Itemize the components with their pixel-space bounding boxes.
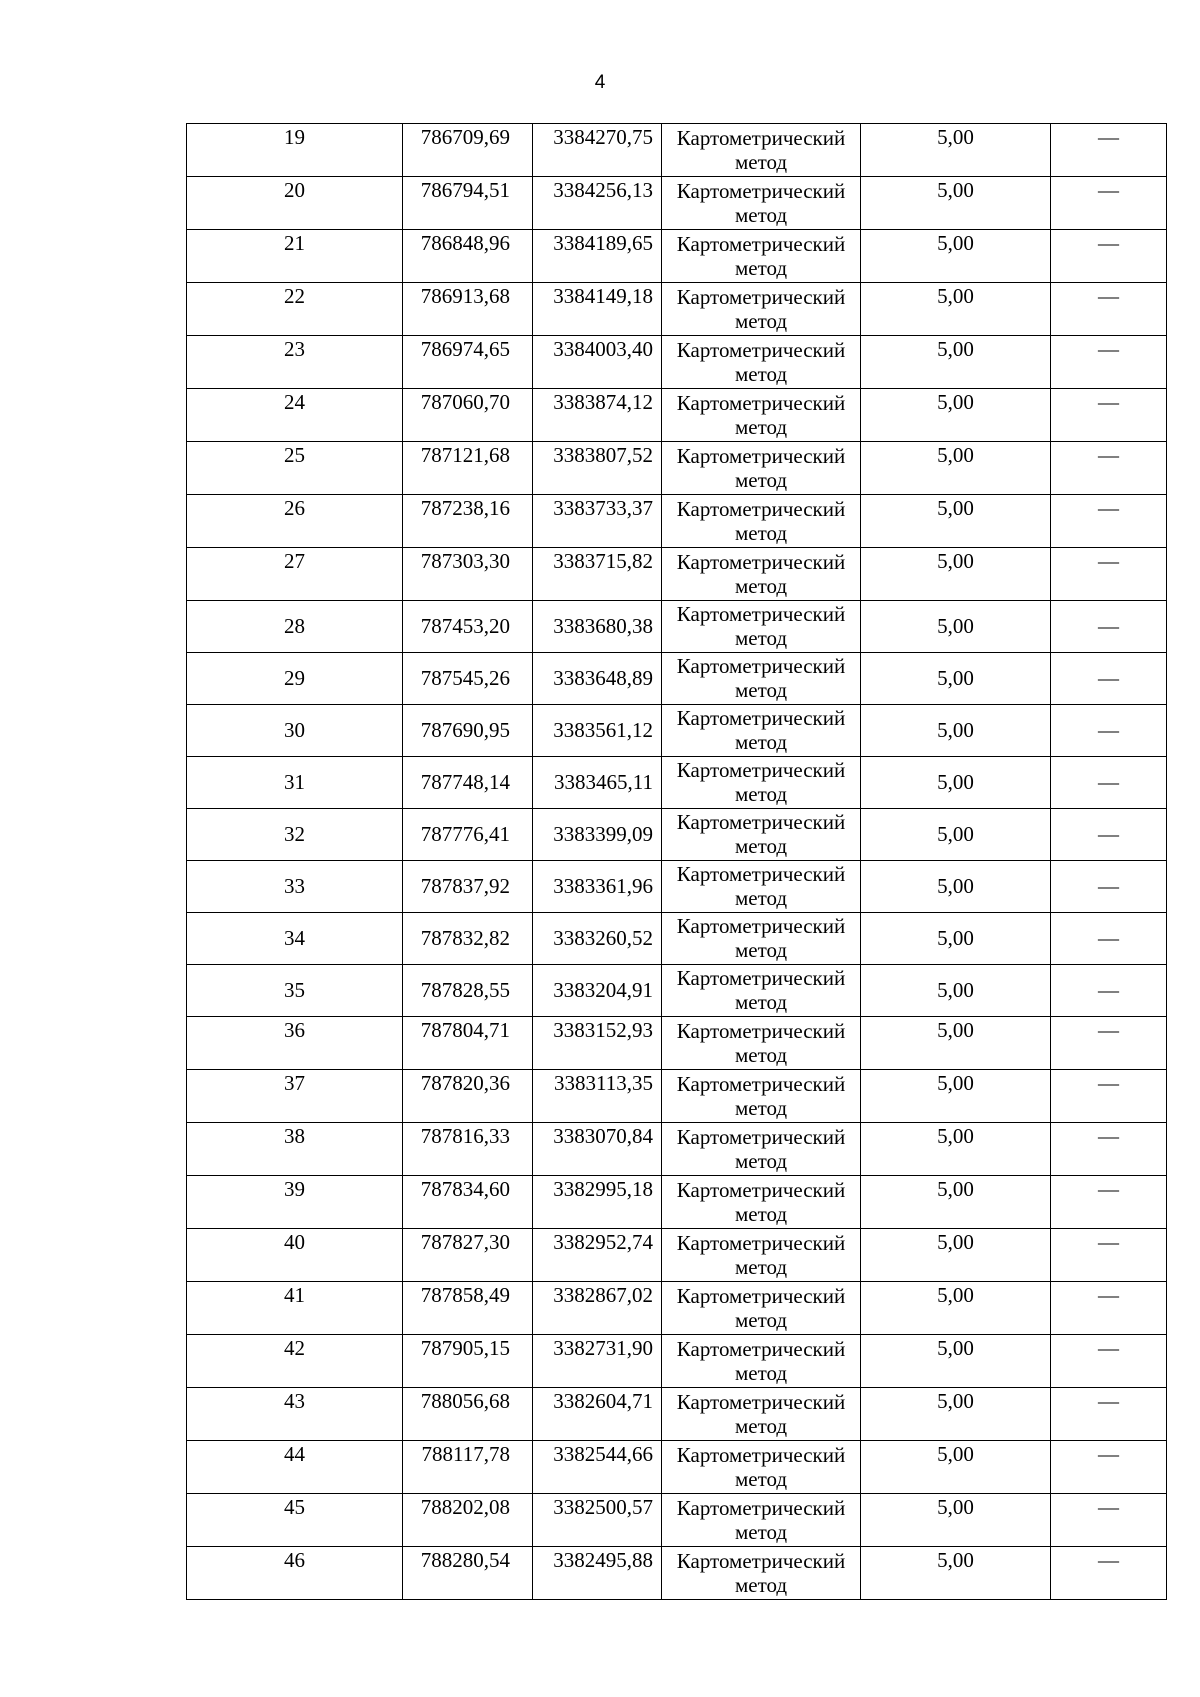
page-number: 4	[594, 72, 606, 93]
table-row	[187, 336, 1167, 389]
precision-cell: 5,00	[861, 548, 1051, 601]
note-cell: —	[1051, 601, 1167, 653]
note-cell: —	[1051, 283, 1167, 336]
y-coordinate-cell: 3384003,40	[533, 336, 662, 389]
precision-cell: 5,00	[861, 1123, 1051, 1176]
x-coordinate-cell: 787238,16	[403, 495, 533, 548]
x-coordinate-cell: 787837,92	[403, 861, 533, 913]
method-cell: Картометрический метод	[662, 601, 861, 653]
table-row	[187, 1335, 1167, 1388]
precision-cell: 5,00	[861, 757, 1051, 809]
note-cell: —	[1051, 1229, 1167, 1282]
table-row	[187, 442, 1167, 495]
table-row	[187, 389, 1167, 442]
x-coordinate-cell: 787453,20	[403, 601, 533, 653]
point-number-cell: 45	[187, 1494, 403, 1547]
point-number-cell: 40	[187, 1229, 403, 1282]
coordinates-table-body	[187, 124, 1167, 1600]
note-cell: —	[1051, 230, 1167, 283]
method-cell: Картометрический метод	[662, 177, 861, 230]
x-coordinate-cell: 787121,68	[403, 442, 533, 495]
method-cell: Картометрический метод	[662, 1441, 861, 1494]
note-cell: —	[1051, 1176, 1167, 1229]
point-number-cell: 24	[187, 389, 403, 442]
y-coordinate-cell: 3383113,35	[533, 1070, 662, 1123]
note-cell: —	[1051, 1335, 1167, 1388]
note-cell: —	[1051, 177, 1167, 230]
y-coordinate-cell: 3383399,09	[533, 809, 662, 861]
point-number-cell: 19	[187, 124, 403, 177]
point-number-cell: 30	[187, 705, 403, 757]
note-cell: —	[1051, 1282, 1167, 1335]
point-number-cell: 37	[187, 1070, 403, 1123]
precision-cell: 5,00	[861, 283, 1051, 336]
x-coordinate-cell: 786974,65	[403, 336, 533, 389]
precision-cell: 5,00	[861, 601, 1051, 653]
y-coordinate-cell: 3383465,11	[533, 757, 662, 809]
y-coordinate-cell: 3382495,88	[533, 1547, 662, 1600]
method-cell: Картометрический метод	[662, 809, 861, 861]
table-row	[187, 1017, 1167, 1070]
x-coordinate-cell: 786913,68	[403, 283, 533, 336]
note-cell: —	[1051, 442, 1167, 495]
point-number-cell: 23	[187, 336, 403, 389]
table-row	[187, 1441, 1167, 1494]
table-row	[187, 283, 1167, 336]
y-coordinate-cell: 3383648,89	[533, 653, 662, 705]
precision-cell: 5,00	[861, 809, 1051, 861]
precision-cell: 5,00	[861, 653, 1051, 705]
table-row	[187, 1547, 1167, 1600]
note-cell: —	[1051, 705, 1167, 757]
precision-cell: 5,00	[861, 1017, 1051, 1070]
table-row	[187, 601, 1167, 653]
point-number-cell: 46	[187, 1547, 403, 1600]
table-row	[187, 177, 1167, 230]
y-coordinate-cell: 3382604,71	[533, 1388, 662, 1441]
x-coordinate-cell: 787816,33	[403, 1123, 533, 1176]
precision-cell: 5,00	[861, 336, 1051, 389]
x-coordinate-cell: 787545,26	[403, 653, 533, 705]
table-row	[187, 1176, 1167, 1229]
table-row	[187, 1494, 1167, 1547]
y-coordinate-cell: 3382544,66	[533, 1441, 662, 1494]
y-coordinate-cell: 3382867,02	[533, 1282, 662, 1335]
y-coordinate-cell: 3383680,38	[533, 601, 662, 653]
x-coordinate-cell: 787748,14	[403, 757, 533, 809]
table-row	[187, 653, 1167, 705]
note-cell: —	[1051, 1547, 1167, 1600]
method-cell: Картометрический метод	[662, 442, 861, 495]
method-cell: Картометрический метод	[662, 1282, 861, 1335]
point-number-cell: 34	[187, 913, 403, 965]
x-coordinate-cell: 786848,96	[403, 230, 533, 283]
point-number-cell: 21	[187, 230, 403, 283]
method-cell: Картометрический метод	[662, 965, 861, 1017]
table-row	[187, 1229, 1167, 1282]
y-coordinate-cell: 3383152,93	[533, 1017, 662, 1070]
note-cell: —	[1051, 1123, 1167, 1176]
precision-cell: 5,00	[861, 124, 1051, 177]
point-number-cell: 22	[187, 283, 403, 336]
precision-cell: 5,00	[861, 1547, 1051, 1600]
precision-cell: 5,00	[861, 861, 1051, 913]
point-number-cell: 36	[187, 1017, 403, 1070]
table-row	[187, 965, 1167, 1017]
method-cell: Картометрический метод	[662, 1176, 861, 1229]
y-coordinate-cell: 3383561,12	[533, 705, 662, 757]
method-cell: Картометрический метод	[662, 1017, 861, 1070]
table-row	[187, 1070, 1167, 1123]
method-cell: Картометрический метод	[662, 548, 861, 601]
y-coordinate-cell: 3383715,82	[533, 548, 662, 601]
y-coordinate-cell: 3382952,74	[533, 1229, 662, 1282]
point-number-cell: 29	[187, 653, 403, 705]
coordinates-table	[186, 123, 1167, 1600]
note-cell: —	[1051, 965, 1167, 1017]
note-cell: —	[1051, 389, 1167, 442]
x-coordinate-cell: 788280,54	[403, 1547, 533, 1600]
method-cell: Картометрический метод	[662, 389, 861, 442]
x-coordinate-cell: 787804,71	[403, 1017, 533, 1070]
method-cell: Картометрический метод	[662, 124, 861, 177]
y-coordinate-cell: 3382731,90	[533, 1335, 662, 1388]
x-coordinate-cell: 787905,15	[403, 1335, 533, 1388]
method-cell: Картометрический метод	[662, 1070, 861, 1123]
table-row	[187, 1123, 1167, 1176]
x-coordinate-cell: 787820,36	[403, 1070, 533, 1123]
method-cell: Картометрический метод	[662, 336, 861, 389]
table-row	[187, 1388, 1167, 1441]
y-coordinate-cell: 3383361,96	[533, 861, 662, 913]
point-number-cell: 26	[187, 495, 403, 548]
x-coordinate-cell: 788202,08	[403, 1494, 533, 1547]
y-coordinate-cell: 3382995,18	[533, 1176, 662, 1229]
note-cell: —	[1051, 1017, 1167, 1070]
x-coordinate-cell: 787060,70	[403, 389, 533, 442]
x-coordinate-cell: 788056,68	[403, 1388, 533, 1441]
precision-cell: 5,00	[861, 1070, 1051, 1123]
method-cell: Картометрический метод	[662, 1494, 861, 1547]
y-coordinate-cell: 3383733,37	[533, 495, 662, 548]
x-coordinate-cell: 787832,82	[403, 913, 533, 965]
note-cell: —	[1051, 1070, 1167, 1123]
method-cell: Картометрический метод	[662, 705, 861, 757]
point-number-cell: 20	[187, 177, 403, 230]
table-row	[187, 861, 1167, 913]
precision-cell: 5,00	[861, 1441, 1051, 1494]
point-number-cell: 32	[187, 809, 403, 861]
x-coordinate-cell: 787858,49	[403, 1282, 533, 1335]
x-coordinate-cell: 787834,60	[403, 1176, 533, 1229]
point-number-cell: 42	[187, 1335, 403, 1388]
precision-cell: 5,00	[861, 230, 1051, 283]
precision-cell: 5,00	[861, 913, 1051, 965]
note-cell: —	[1051, 495, 1167, 548]
y-coordinate-cell: 3382500,57	[533, 1494, 662, 1547]
precision-cell: 5,00	[861, 1388, 1051, 1441]
y-coordinate-cell: 3383874,12	[533, 389, 662, 442]
table-row	[187, 913, 1167, 965]
method-cell: Картометрический метод	[662, 1388, 861, 1441]
note-cell: —	[1051, 653, 1167, 705]
x-coordinate-cell: 788117,78	[403, 1441, 533, 1494]
x-coordinate-cell: 787303,30	[403, 548, 533, 601]
method-cell: Картометрический метод	[662, 1547, 861, 1600]
precision-cell: 5,00	[861, 442, 1051, 495]
x-coordinate-cell: 787828,55	[403, 965, 533, 1017]
point-number-cell: 43	[187, 1388, 403, 1441]
note-cell: —	[1051, 336, 1167, 389]
y-coordinate-cell: 3384256,13	[533, 177, 662, 230]
precision-cell: 5,00	[861, 1229, 1051, 1282]
method-cell: Картометрический метод	[662, 283, 861, 336]
x-coordinate-cell: 787827,30	[403, 1229, 533, 1282]
point-number-cell: 33	[187, 861, 403, 913]
y-coordinate-cell: 3383260,52	[533, 913, 662, 965]
table-row	[187, 124, 1167, 177]
method-cell: Картометрический метод	[662, 861, 861, 913]
table-row	[187, 757, 1167, 809]
note-cell: —	[1051, 124, 1167, 177]
x-coordinate-cell: 787776,41	[403, 809, 533, 861]
method-cell: Картометрический метод	[662, 653, 861, 705]
method-cell: Картометрический метод	[662, 1335, 861, 1388]
y-coordinate-cell: 3384149,18	[533, 283, 662, 336]
method-cell: Картометрический метод	[662, 913, 861, 965]
note-cell: —	[1051, 1388, 1167, 1441]
precision-cell: 5,00	[861, 1335, 1051, 1388]
y-coordinate-cell: 3383070,84	[533, 1123, 662, 1176]
precision-cell: 5,00	[861, 389, 1051, 442]
point-number-cell: 27	[187, 548, 403, 601]
x-coordinate-cell: 787690,95	[403, 705, 533, 757]
point-number-cell: 44	[187, 1441, 403, 1494]
precision-cell: 5,00	[861, 1282, 1051, 1335]
note-cell: —	[1051, 1494, 1167, 1547]
point-number-cell: 35	[187, 965, 403, 1017]
y-coordinate-cell: 3384270,75	[533, 124, 662, 177]
point-number-cell: 38	[187, 1123, 403, 1176]
note-cell: —	[1051, 548, 1167, 601]
note-cell: —	[1051, 757, 1167, 809]
precision-cell: 5,00	[861, 1176, 1051, 1229]
method-cell: Картометрический метод	[662, 757, 861, 809]
precision-cell: 5,00	[861, 965, 1051, 1017]
y-coordinate-cell: 3384189,65	[533, 230, 662, 283]
precision-cell: 5,00	[861, 177, 1051, 230]
point-number-cell: 31	[187, 757, 403, 809]
table-row	[187, 705, 1167, 757]
x-coordinate-cell: 786794,51	[403, 177, 533, 230]
method-cell: Картометрический метод	[662, 230, 861, 283]
table-row	[187, 548, 1167, 601]
note-cell: —	[1051, 913, 1167, 965]
y-coordinate-cell: 3383807,52	[533, 442, 662, 495]
method-cell: Картометрический метод	[662, 1123, 861, 1176]
precision-cell: 5,00	[861, 705, 1051, 757]
point-number-cell: 39	[187, 1176, 403, 1229]
table-row	[187, 809, 1167, 861]
method-cell: Картометрический метод	[662, 495, 861, 548]
point-number-cell: 41	[187, 1282, 403, 1335]
y-coordinate-cell: 3383204,91	[533, 965, 662, 1017]
precision-cell: 5,00	[861, 495, 1051, 548]
note-cell: —	[1051, 861, 1167, 913]
point-number-cell: 25	[187, 442, 403, 495]
precision-cell: 5,00	[861, 1494, 1051, 1547]
table-row	[187, 1282, 1167, 1335]
note-cell: —	[1051, 809, 1167, 861]
table-row	[187, 495, 1167, 548]
x-coordinate-cell: 786709,69	[403, 124, 533, 177]
table-row	[187, 230, 1167, 283]
method-cell: Картометрический метод	[662, 1229, 861, 1282]
note-cell: —	[1051, 1441, 1167, 1494]
point-number-cell: 28	[187, 601, 403, 653]
